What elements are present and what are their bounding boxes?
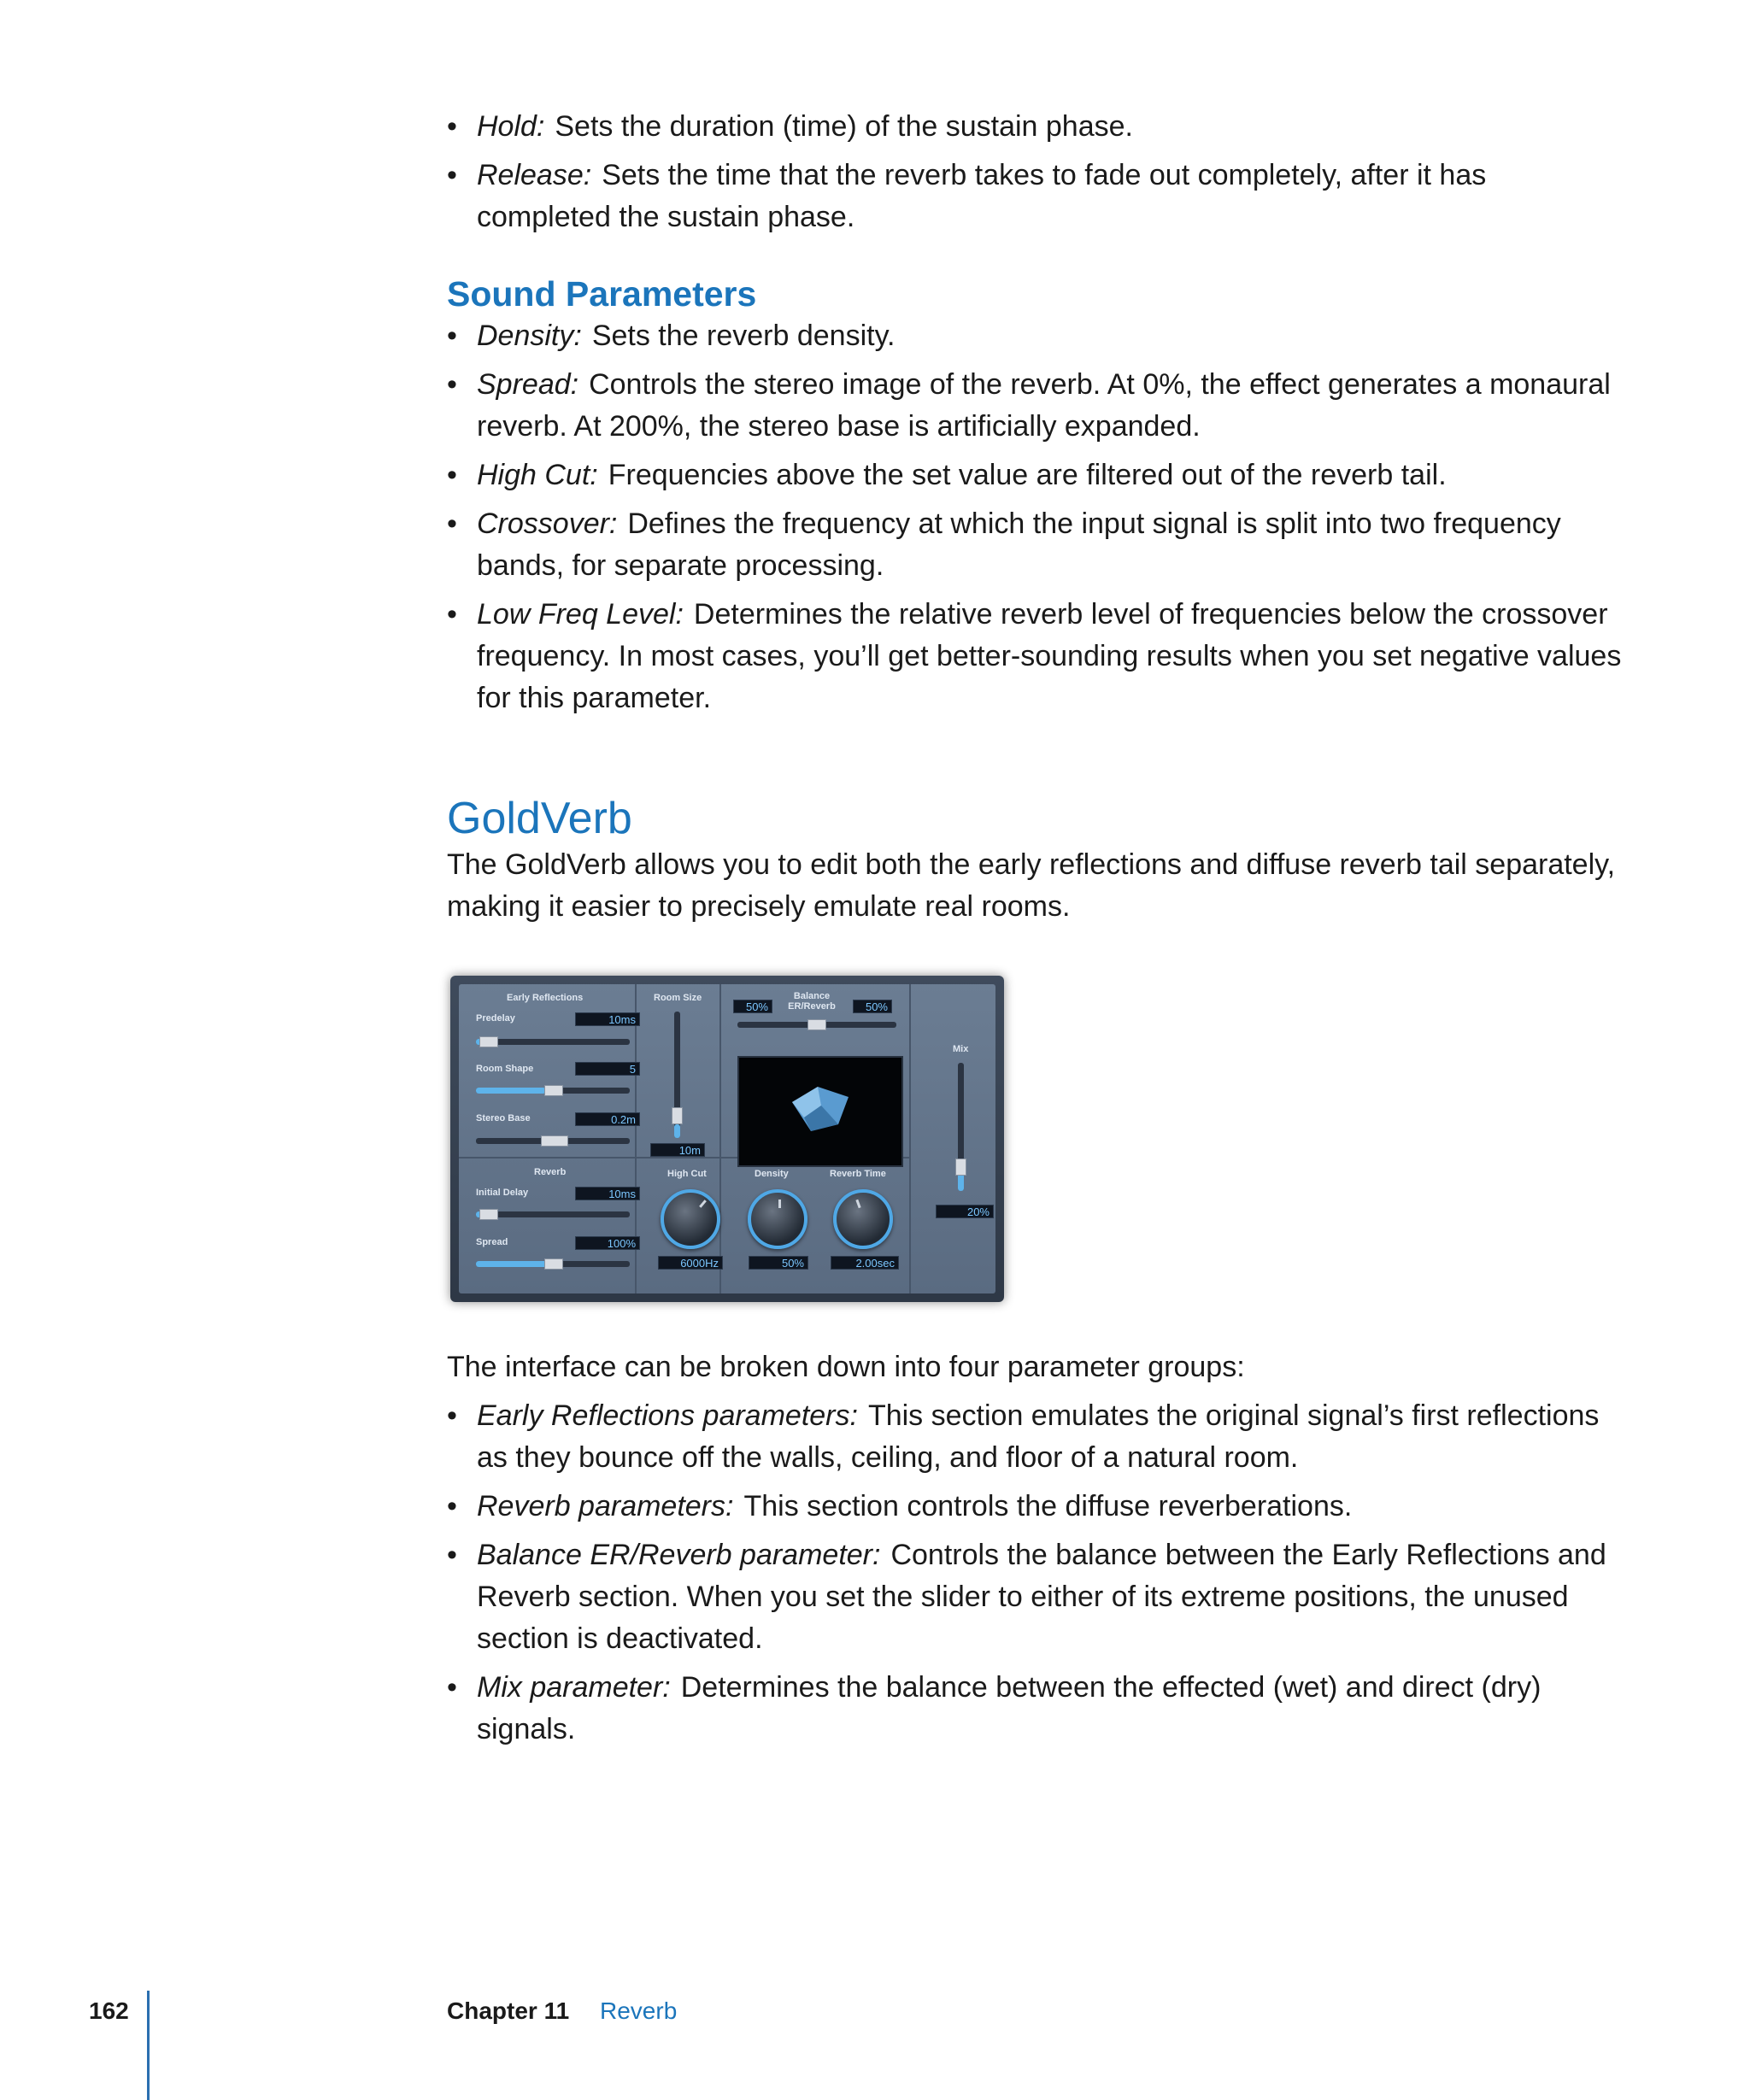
list-item: • Reverb parameters: This section controls the diffuse reverberations. — [447, 1490, 1353, 1522]
room-shape-slider[interactable] — [476, 1088, 630, 1094]
balance-label: Balance — [793, 991, 831, 1001]
term: Density: — [477, 320, 582, 352]
description: This section emulates the original signal’s first reflections as they bounce off the walls, ceiling, and floor of a natural room. — [477, 1399, 1600, 1474]
list-item: • Spread: Controls the stereo image of the reverb. At 0%, the effect generates a monaural reverb. At 200%, the stereo base is artificially expanded. — [447, 368, 1611, 443]
parameter-groups-list — [447, 1395, 1626, 1751]
stereo-base-label: Stereo Base — [476, 1113, 531, 1123]
description: Sets the time that the reverb takes to fade out completely, after it has completed the sustain phase. — [477, 159, 1487, 233]
spread-label: Spread — [476, 1237, 508, 1247]
term: Balance ER/Reverb parameter: — [477, 1539, 881, 1571]
sound-parameters-section — [447, 273, 1626, 726]
mix-label: Mix — [953, 1044, 969, 1054]
spread-slider[interactable] — [476, 1261, 630, 1267]
density-value[interactable]: 50% — [749, 1256, 808, 1270]
predelay-value[interactable]: 10ms — [575, 1012, 640, 1026]
divider — [909, 984, 911, 1293]
list-item: • Mix parameter: Determines the balance between the effected (wet) and direct (dry) signals. — [447, 1671, 1542, 1745]
description: Controls the stereo image of the reverb. At 0%, the effect generates a monaural reverb. At 200%, the stereo base is artificially expanded. — [477, 368, 1611, 443]
reverb-header: Reverb — [534, 1167, 567, 1177]
description: Frequencies above the set value are filtered out of the reverb tail. — [608, 459, 1447, 491]
description: Controls the balance between the Early Reflections and Reverb section. When you set the slider to either of its extreme positions, the unused section is deactivated. — [477, 1539, 1606, 1655]
predelay-label: Predelay — [476, 1013, 515, 1024]
description: Defines the frequency at which the input signal is split into two frequency bands, for separate processing. — [477, 507, 1561, 582]
description: Determines the relative reverb level of frequencies below the crossover frequency. In most cases, you’ll get better-sounding results when you set negative values for this parameter. — [477, 598, 1622, 714]
spread-value[interactable]: 100% — [575, 1236, 640, 1250]
list-item: • Low Freq Level: Determines the relative reverb level of frequencies below the crossover frequency. In most cases, you’ll get better-sounding results when you set negative values for this parameter. — [447, 598, 1622, 714]
term: Release: — [477, 159, 592, 191]
room-size-value[interactable]: 10m — [650, 1143, 705, 1157]
mix-slider[interactable] — [958, 1063, 964, 1191]
list-item: • Density: Sets the reverb density. — [447, 320, 896, 352]
section-subheading: Sound Parameters — [447, 274, 757, 314]
mix-value[interactable]: 20% — [936, 1205, 994, 1218]
description: This section controls the diffuse reverberations. — [743, 1490, 1353, 1522]
room-shape-display — [737, 1056, 903, 1167]
goldverb-plugin-screenshot — [450, 976, 1004, 1302]
balance-slider[interactable] — [737, 1022, 896, 1028]
stereo-base-slider[interactable] — [476, 1138, 630, 1144]
plugin-panel — [459, 984, 995, 1293]
footer-divider — [147, 1991, 150, 2100]
goldverb-section — [447, 793, 1626, 928]
balance-sub-label: ER/Reverb — [788, 1001, 836, 1012]
room-size-label: Room Size — [654, 993, 702, 1003]
term: Crossover: — [477, 507, 618, 540]
initial-delay-slider[interactable] — [476, 1211, 630, 1217]
room-shape-value[interactable]: 5 — [575, 1062, 640, 1076]
term: Mix parameter: — [477, 1671, 671, 1704]
room-shape-label: Room Shape — [476, 1064, 534, 1074]
description: Sets the duration (time) of the sustain phase. — [555, 110, 1133, 143]
parameter-groups-section — [447, 1346, 1626, 1757]
list-item: • Release: Sets the time that the reverb takes to fade out completely, after it has completed the sustain phase. — [447, 159, 1487, 233]
sound-parameters-list — [447, 315, 1626, 719]
intro-paragraph: The GoldVerb allows you to edit both the early reflections and diffuse reverb tail separately, making it easier to precisely emulate real rooms. — [447, 848, 1616, 923]
term: Hold: — [477, 110, 545, 143]
top-bullet-list — [447, 106, 1626, 238]
high-cut-knob[interactable] — [661, 1189, 720, 1249]
list-item: • Balance ER/Reverb parameter: Controls the balance between the Early Reflections and Reverb section. When you set the slider to either of its extreme positions, the unused section is deactivated. — [447, 1539, 1606, 1655]
list-item: • Early Reflections parameters: This section emulates the original signal’s first reflections as they bounce off the walls, ceiling, and floor of a natural room. — [447, 1399, 1600, 1474]
section-heading: GoldVerb — [447, 794, 632, 843]
term: Spread: — [477, 368, 579, 401]
initial-delay-label: Initial Delay — [476, 1188, 529, 1198]
chapter-title: Reverb — [600, 1997, 678, 2024]
list-item: • High Cut: Frequencies above the set value are filtered out of the reverb tail. — [447, 459, 1447, 491]
room-shape-icon — [739, 1058, 901, 1165]
density-knob[interactable] — [748, 1189, 807, 1249]
early-reflections-header: Early Reflections — [507, 993, 584, 1003]
top-list-section — [447, 106, 1626, 245]
term: Early Reflections parameters: — [477, 1399, 858, 1432]
balance-left-value[interactable]: 50% — [733, 1000, 772, 1013]
term: High Cut: — [477, 459, 598, 491]
groups-intro: The interface can be broken down into four parameter groups: — [447, 1351, 1245, 1383]
reverb-time-value[interactable]: 2.00sec — [831, 1256, 899, 1270]
predelay-slider[interactable] — [476, 1039, 630, 1045]
chapter-label: Chapter 11 — [447, 1997, 570, 2024]
stereo-base-value[interactable]: 0.2m — [575, 1112, 640, 1126]
reverb-time-label: Reverb Time — [830, 1169, 886, 1179]
high-cut-value[interactable]: 6000Hz — [658, 1256, 723, 1270]
term: Low Freq Level: — [477, 598, 684, 631]
term: Reverb parameters: — [477, 1490, 734, 1522]
page-number: 162 — [89, 1997, 129, 2024]
description: Determines the balance between the effected (wet) and direct (dry) signals. — [477, 1671, 1542, 1745]
initial-delay-value[interactable]: 10ms — [575, 1187, 640, 1200]
list-item: • Crossover: Defines the frequency at which the input signal is split into two frequency bands, for separate processing. — [447, 507, 1561, 582]
divider — [719, 984, 721, 1293]
density-label: Density — [755, 1169, 789, 1179]
list-item: • Hold: Sets the duration (time) of the sustain phase. — [447, 110, 1133, 143]
description: Sets the reverb density. — [591, 320, 896, 352]
room-size-slider[interactable] — [674, 1012, 680, 1138]
reverb-time-knob[interactable] — [833, 1189, 893, 1249]
high-cut-label: High Cut — [667, 1169, 707, 1179]
balance-right-value[interactable]: 50% — [853, 1000, 892, 1013]
